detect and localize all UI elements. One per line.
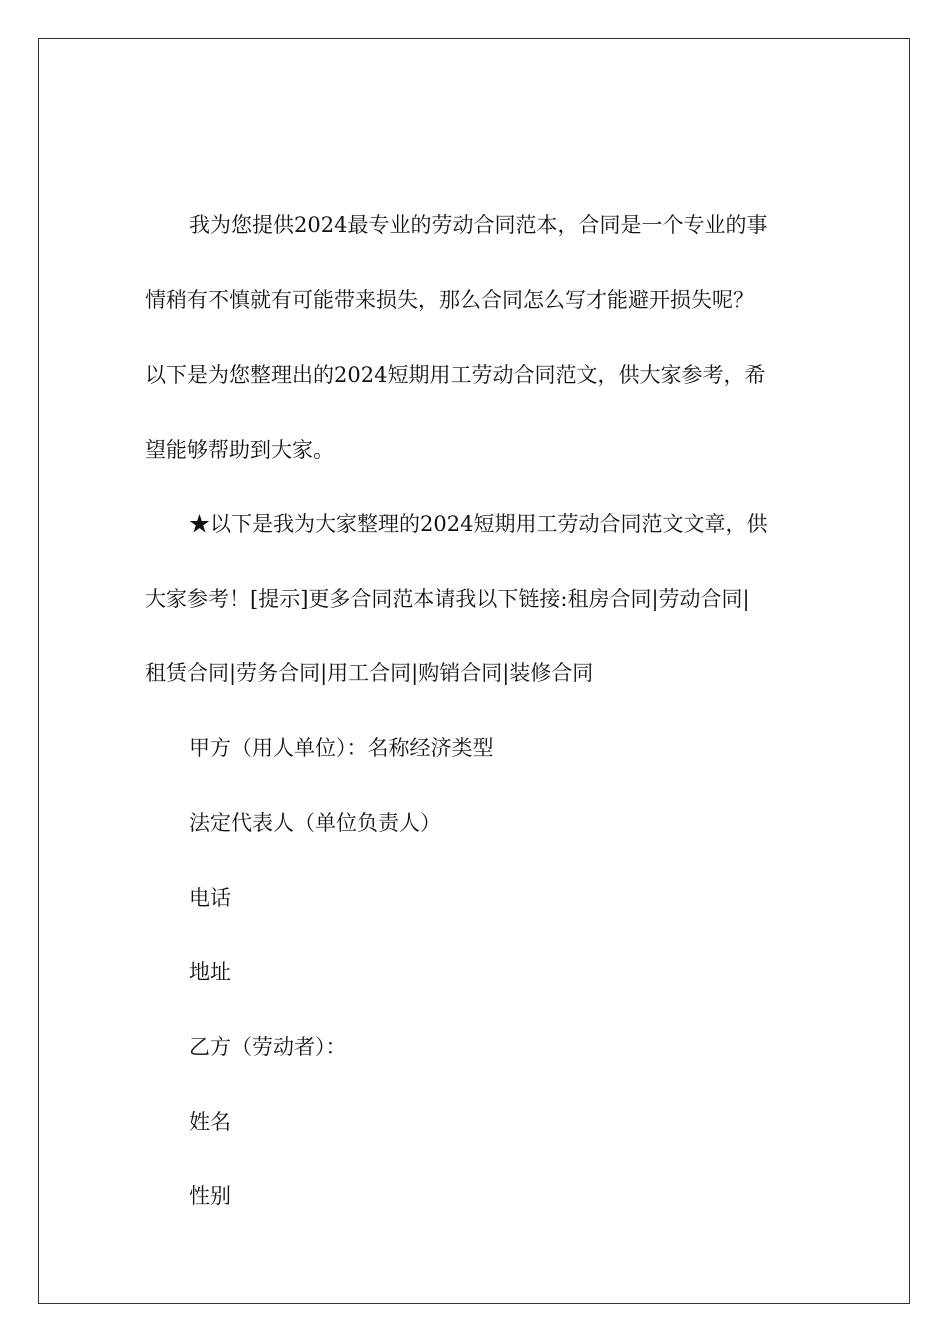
notice-line-1: ★以下是我为大家整理的2024短期用工劳动合同范文文章，供	[189, 512, 768, 536]
phone-line: 电话	[189, 886, 231, 910]
notice-line-3: 租赁合同|劳务合同|用工合同|购销合同|装修合同	[145, 661, 594, 685]
intro-line-1: 我为您提供2024最专业的劳动合同范本，合同是一个专业的事	[189, 213, 768, 237]
intro-line-4: 望能够帮助到大家。	[145, 438, 334, 462]
intro-line-2: 情稍有不慎就有可能带来损失，那么合同怎么写才能避开损失呢？	[145, 288, 754, 312]
gender-line: 性别	[189, 1184, 231, 1208]
party-a-line: 甲方（用人单位）：名称经济类型	[189, 736, 494, 760]
party-b-line: 乙方（劳动者）：	[189, 1035, 347, 1059]
address-line: 地址	[189, 960, 231, 984]
name-line: 姓名	[189, 1110, 231, 1134]
legal-representative-line: 法定代表人（单位负责人）	[189, 811, 441, 835]
intro-line-3: 以下是为您整理出的2024短期用工劳动合同范文，供大家参考，希	[145, 363, 766, 387]
notice-line-2: 大家参考！[提示]更多合同范本请我以下链接:租房合同|劳动合同|	[145, 587, 750, 611]
